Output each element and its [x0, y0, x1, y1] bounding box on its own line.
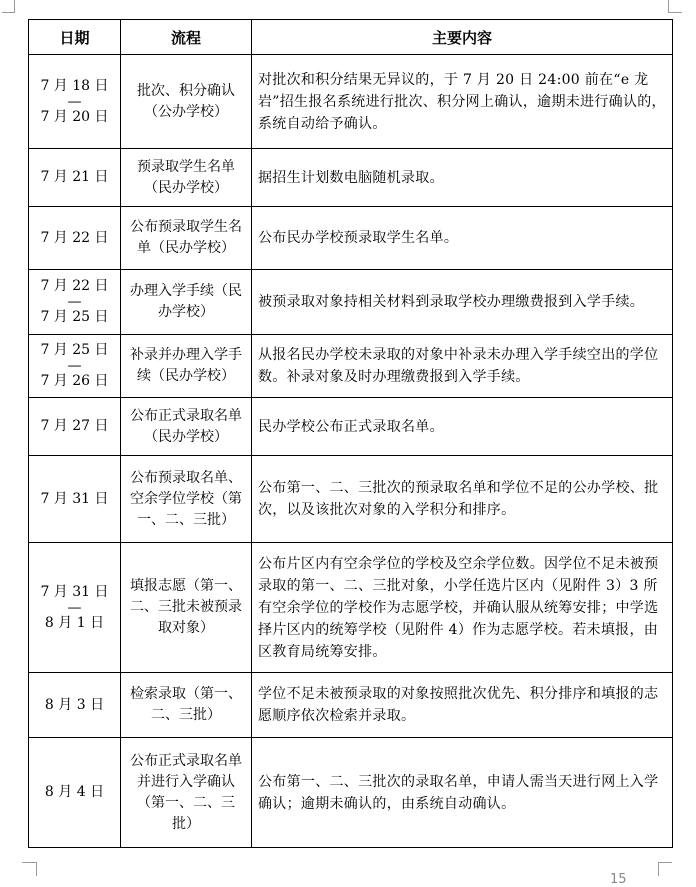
date-end: 7 月 26 日	[40, 373, 109, 389]
table-row	[29, 398, 673, 456]
table-row	[29, 673, 673, 738]
table-row	[29, 738, 673, 848]
date-start: 7 月 25 日	[40, 342, 109, 358]
process-cell: 补录并办理入学手续（民办学校）	[121, 335, 252, 398]
crop-mark	[22, 862, 36, 863]
date-end: 7 月 25 日	[40, 309, 109, 325]
crop-mark	[658, 862, 672, 863]
content-cell: 对批次和积分结果无异议的，于 7 月 20 日 24:00 前在“e 龙岩”招生报名系统进行批次、积分网上确认，逾期未进行确认的，系统自动给予确认。	[252, 55, 673, 149]
table-row	[29, 456, 673, 543]
process-cell: 预录取学生名单（民办学校）	[121, 149, 252, 207]
content-cell: 公布第一、二、三批次的录取名单，申请人需当天进行网上入学确认；逾期未确认的，由系统自动确认。	[252, 738, 673, 848]
content-cell: 公布民办学校预录取学生名单。	[252, 207, 673, 270]
date-dash: —	[67, 93, 82, 110]
date-dash: —	[67, 358, 82, 374]
header-date: 日期	[29, 20, 121, 55]
content-cell: 公布第一、二、三批次的预录取名单和学位不足的公办学校、批次，以及该批次对象的入学积分和排序。	[252, 456, 673, 543]
table-row	[29, 335, 673, 398]
date-cell: 8 月 3 日	[29, 673, 121, 738]
date-cell: 7 月 31 日	[29, 456, 121, 543]
date-dash: —	[67, 599, 82, 616]
content-cell: 从报名民办学校未录取的对象中补录未办理入学手续空出的学位数。补录对象及时办理缴费报到入学手续。	[252, 335, 673, 398]
content-cell: 据招生计划数电脑随机录取。	[252, 149, 673, 207]
date-start: 7 月 31 日	[40, 583, 109, 600]
date-dash: —	[67, 294, 82, 310]
content-cell: 被预录取对象持相关材料到录取学校办理缴费报到入学手续。	[252, 270, 673, 335]
date-cell: 7 月 22 日	[29, 207, 121, 270]
content-cell: 公布片区内有空余学位的学校及空余学位数。因学位不足未被预录取的第一、二、三批对象，小学任选片区内（见附件 3）3 所有空余学位的学校作为志愿学校，并确认服从统筹安排；中学选择片区内的统筹学校（见附件 4）作为志愿学校。若未填报，由区教育局统筹安排。	[252, 543, 673, 673]
crop-mark	[14, 0, 15, 12]
table-row	[29, 207, 673, 270]
date-end: 8 月 1 日	[44, 614, 105, 631]
crop-mark	[2, 12, 15, 13]
process-cell: 公布预录取名单、空余学位学校（第一、二、三批）	[121, 456, 252, 543]
process-cell: 批次、积分确认（公办学校）	[121, 55, 252, 149]
process-cell: 公布正式录取名单并进行入学确认（第一、二、三批）	[121, 738, 252, 848]
process-cell: 检索录取（第一、二、三批）	[121, 673, 252, 738]
table-row	[29, 270, 673, 335]
page-number: 15	[610, 872, 627, 887]
date-cell	[29, 543, 121, 673]
date-cell	[29, 55, 121, 149]
table-header-row	[29, 20, 673, 55]
content-cell: 民办学校公布正式录取名单。	[252, 398, 673, 456]
crop-mark	[658, 862, 659, 876]
content-cell: 学位不足未被预录取的对象按照批次优先、积分排序和填报的志愿顺序依次检索并录取。	[252, 673, 673, 738]
admission-schedule-table	[28, 19, 673, 848]
table-row	[29, 149, 673, 207]
date-cell	[29, 335, 121, 398]
table-row	[29, 543, 673, 673]
process-cell: 公布正式录取名单（民办学校）	[121, 398, 252, 456]
date-cell: 7 月 27 日	[29, 398, 121, 456]
date-cell: 7 月 21 日	[29, 149, 121, 207]
crop-mark	[668, 0, 669, 12]
date-start: 7 月 22 日	[40, 278, 109, 294]
header-content: 主要内容	[252, 20, 673, 55]
process-cell: 公布预录取学生名单（民办学校）	[121, 207, 252, 270]
header-process: 流程	[121, 20, 252, 55]
date-cell	[29, 270, 121, 335]
date-end: 7 月 20 日	[40, 108, 109, 125]
process-cell: 办理入学手续（民办学校）	[121, 270, 252, 335]
process-cell: 填报志愿（第一、二、三批未被预录取对象）	[121, 543, 252, 673]
crop-mark	[36, 862, 37, 876]
date-start: 7 月 18 日	[40, 77, 109, 94]
crop-mark	[668, 12, 682, 13]
table-row	[29, 55, 673, 149]
date-cell: 8 月 4 日	[29, 738, 121, 848]
